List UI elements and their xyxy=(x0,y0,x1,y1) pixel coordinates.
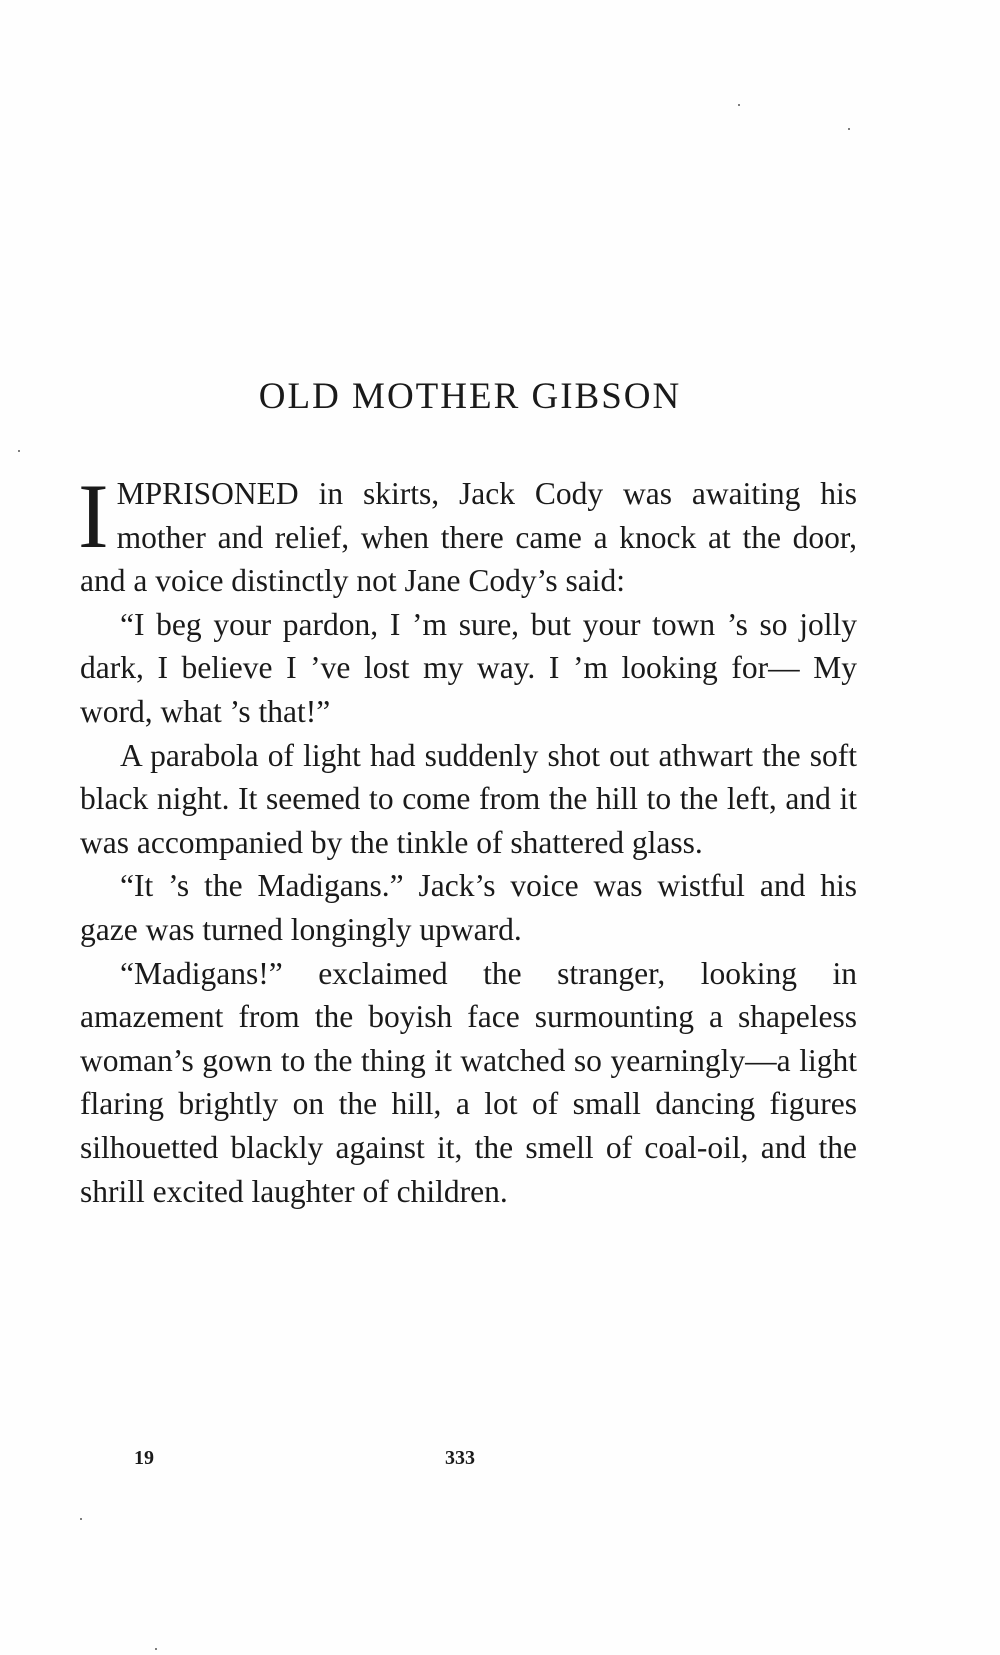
scan-speck xyxy=(80,1518,82,1520)
scan-speck xyxy=(18,450,20,452)
paragraph-3: A parabola of light had suddenly shot out athwart the soft black night. It seemed to come from the hill to the left, and it was accompanied by the tinkle of shattered glass. xyxy=(80,737,857,860)
paragraph-1 xyxy=(78,465,857,603)
signature-mark: 19 xyxy=(134,1447,154,1469)
scan-speck xyxy=(848,128,850,130)
paragraph-2: “I beg your pardon, I ’m sure, but your town ’s so jolly dark, I believe I ’ve lost my way. I ’m looking for— My word, what ’s that!” xyxy=(80,606,857,729)
page-number: 333 xyxy=(445,1447,475,1469)
paragraph-1-text: MPRISONED in skirts, Jack Cody was awaiting his mother and relief, when there came a knock at the door, and a voice distinctly not Jane Cody’s said: xyxy=(80,476,857,599)
drop-cap: I xyxy=(78,465,109,567)
body-text xyxy=(78,465,857,1213)
scan-speck xyxy=(738,104,740,106)
paragraph-4: “It ’s the Madigans.” Jack’s voice was wistful and his gaze was turned longingly upward. xyxy=(80,868,857,947)
paragraph-5: “Madigans!” exclaimed the stranger, looking in amazement from the boyish face surmounting a shapeless woman’s gown to the thing it watched so yearningly—a light flaring brightly on the hill, a lot of small dancing figures silhouetted blackly against it, the smell of coal-oil, and the shrill excited laughter of children. xyxy=(80,955,857,1209)
scan-speck xyxy=(155,1648,157,1650)
chapter-title: OLD MOTHER GIBSON xyxy=(258,376,682,417)
